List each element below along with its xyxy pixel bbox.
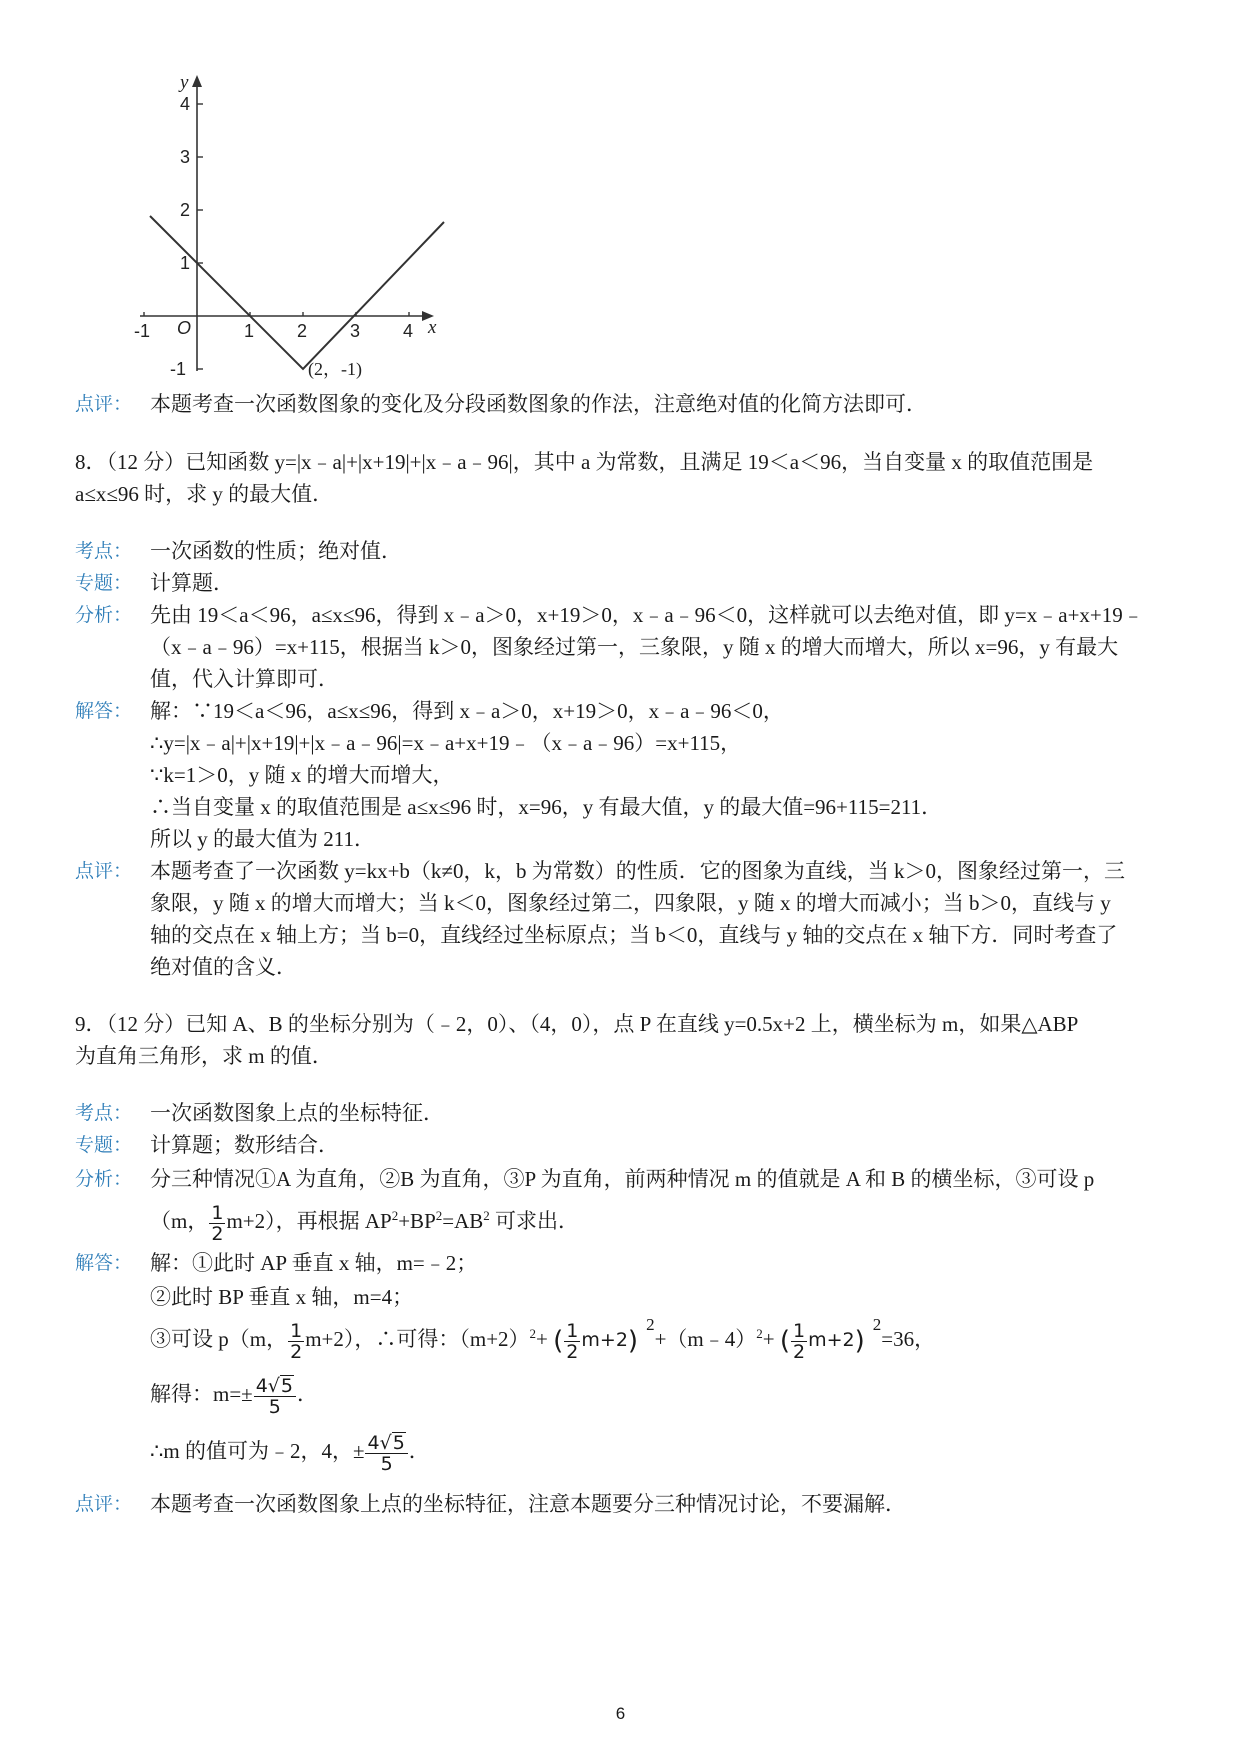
q9-fenxi-line1: 分三种情况①A 为直角，②B 为直角，③P 为直角，前两种情况 m 的值就是 A 和 B 的横坐标，③可设 p: [150, 1167, 1095, 1191]
y-tick-label: 4: [180, 94, 191, 114]
x-tick-label: 3: [350, 321, 361, 341]
y-tick-label: 2: [180, 200, 191, 220]
sqrt-icon: √: [267, 1375, 280, 1397]
q8-dianping-line: 象限，y 随 x 的增大而增大；当 k＜0，图象经过第二，四象限，y 随 x 的增大而减小；当 b＞0，直线与 y: [150, 891, 1111, 915]
q9-kaodian-text: 一次函数图象上点的坐标特征．: [150, 1101, 444, 1125]
fraction-denominator: 2: [211, 1222, 224, 1245]
fraction-denominator: 2: [290, 1340, 303, 1363]
y-tick-label: 1: [180, 253, 191, 273]
fraction-numerator: [365, 1432, 407, 1454]
q8-jieda-line: ∴当自变量 x 的取值范围是 a≤x≤96 时，x=96，y 有最大值，y 的最大值=96+115=211．: [150, 795, 943, 819]
label-jieda: 解答：: [75, 700, 133, 722]
label-dianping: 点评：: [75, 1493, 133, 1515]
q9-line2: 为直角三角形，求 m 的值．: [75, 1044, 333, 1068]
q9-dianping-text: 本题考查一次函数图象上点的坐标特征，注意本题要分三种情况讨论，不要漏解．: [150, 1492, 906, 1516]
y-axis-arrow: [192, 75, 202, 87]
root-coefficient: 4: [255, 1375, 268, 1397]
left-paren: (: [553, 1326, 564, 1357]
page-number: 6: [615, 1704, 626, 1723]
q9-fenxi-text: （m，: [150, 1209, 209, 1233]
square-exponent: 2: [872, 1315, 882, 1334]
fraction-numerator: 1: [793, 1319, 806, 1342]
sqrt-icon: √: [379, 1432, 392, 1454]
root-coefficient: 4: [367, 1432, 380, 1454]
q8-dianping-line: 轴的交点在 x 轴上方；当 b=0，直线经过坐标原点；当 b＜0，直线与 y 轴的交点在 x 轴下方．同时考查了: [150, 923, 1118, 947]
radicand: 5: [392, 1432, 405, 1454]
q9-jieda-line: ②此时 BP 垂直 x 轴，m=4；: [150, 1285, 414, 1309]
q8-jieda-line: ∵k=1＞0，y 随 x 的增大而增大，: [150, 763, 454, 787]
fraction-denominator: 2: [566, 1340, 579, 1363]
origin-label: O: [177, 318, 192, 338]
label-zhuanti: 专题：: [75, 572, 133, 594]
x-tick-label: 2: [297, 321, 308, 341]
superscript: 2: [391, 1208, 399, 1223]
label-dianping: 点评：: [75, 393, 133, 415]
label-zhuanti: 专题：: [75, 1134, 133, 1156]
superscript: 2: [435, 1208, 443, 1223]
q9-jieda-line3: [150, 1315, 936, 1363]
y-axis-label: y: [180, 72, 189, 93]
right-paren: ): [627, 1326, 639, 1357]
x-tick-label: -1: [134, 321, 151, 341]
q8-line2: a≤x≤96 时，求 y 的最大值．: [75, 482, 334, 506]
fraction-root: [365, 1432, 407, 1474]
q9-jieda-line4: [150, 1375, 318, 1417]
q9-jieda-text: m+2），∴可得：（m+2）: [305, 1327, 530, 1351]
q8-fenxi-line: 值，代入计算即可．: [150, 667, 339, 691]
q9-jieda-text: =36，: [881, 1327, 936, 1351]
q9-fenxi-text: 可求出．: [489, 1209, 580, 1233]
superscript: 2: [529, 1326, 537, 1341]
label-dianping: 点评：: [75, 860, 133, 882]
q8-line1: 8．（12 分）已知函数 y=|x﹣a|+|x+19|+|x﹣a﹣96|，其中 a 为常数，且满足 19＜a＜96，当自变量 x 的取值范围是: [75, 450, 1094, 474]
q8-dianping-line: 绝对值的含义．: [150, 955, 297, 979]
fraction-numerator: 1: [566, 1319, 579, 1342]
square-exponent: 2: [646, 1315, 655, 1334]
fraction-numerator: [254, 1375, 296, 1397]
superscript: 2: [756, 1326, 763, 1341]
q9-zhuanti-text: 计算题；数形结合．: [150, 1133, 339, 1157]
q9-jieda-text: ∴m 的值可为﹣2，4，±: [150, 1438, 365, 1463]
fraction-one-half: [791, 1321, 807, 1362]
label-jieda: 解答：: [75, 1252, 133, 1274]
fraction-numerator: 1: [290, 1319, 303, 1342]
q9-line1: 9．（12 分）已知 A、B 的坐标分别为（﹣2，0）、（4，0），点 P 在直线 y=0.5x+2 上，横坐标为 m，如果△ABP: [75, 1012, 1079, 1036]
q9-fenxi-text: +BP: [398, 1209, 436, 1233]
fraction-denominator: 5: [380, 1453, 393, 1475]
q8-fenxi-line: （x﹣a﹣96）=x+115，根据当 k＞0，图象经过第一，三象限，y 随 x 的增大而增大，所以 x=96，y 有最大: [150, 635, 1119, 659]
radicand: 5: [280, 1375, 293, 1397]
x-tick-label: 4: [403, 321, 414, 341]
x-tick-labels: [134, 321, 413, 341]
fraction-one-half: [209, 1203, 225, 1244]
superscript: 2: [483, 1208, 490, 1223]
q9-fenxi-text: m+2），再根据 AP: [226, 1209, 392, 1233]
q8-jieda-line: ∴y=|x﹣a|+|x+19|+|x﹣a﹣96|=x﹣a+x+19﹣（x﹣a﹣96）=x+115，: [150, 731, 742, 755]
q9-jieda-line: 解：①此时 AP 垂直 x 轴，m=﹣2；: [150, 1251, 478, 1275]
paren-inner: m+2: [581, 1329, 628, 1351]
q8-fenxi-line: 先由 19＜a＜96，a≤x≤96，得到 x﹣a＞0，x+19＞0，x﹣a﹣96＜0，这样就可以去绝对值，即 y=x﹣a+x+19﹣: [150, 603, 1144, 627]
y-tick-label: 3: [180, 147, 191, 167]
q9-jieda-text: +（m﹣4）: [654, 1327, 757, 1351]
q9-jieda-text: ．: [297, 1381, 318, 1406]
paren-inner: m+2: [808, 1329, 855, 1351]
q8-jieda-line: 所以 y 的最大值为 211．: [150, 827, 375, 851]
q9-jieda-text: +: [536, 1327, 548, 1351]
label-kaodian: 考点：: [75, 540, 133, 562]
q8-kaodian-text: 一次函数的性质；绝对值．: [150, 539, 402, 563]
fraction-denominator: 5: [268, 1396, 281, 1418]
q9-jieda-text: ．: [408, 1438, 430, 1463]
fraction-numerator: 1: [211, 1201, 224, 1224]
q8-jieda-line: 解：∵19＜a＜96，a≤x≤96，得到 x﹣a＞0，x+19＞0，x﹣a﹣96＜0，: [150, 699, 784, 723]
q8-zhuanti-text: 计算题．: [150, 571, 234, 595]
q8-dianping-line: 本题考查了一次函数 y=kx+b（k≠0，k，b 为常数）的性质．它的图象为直线，当 k＞0，图象经过第一，三: [150, 859, 1125, 883]
x-axis-label: x: [428, 317, 437, 338]
q9-jieda-text: ③可设 p（m，: [150, 1327, 288, 1351]
label-fenxi: 分析：: [75, 604, 133, 626]
fraction-root: [254, 1375, 296, 1417]
x-tick-label: 1: [244, 321, 255, 341]
function-graph: [134, 72, 520, 435]
y-tick-label: -1: [170, 359, 187, 379]
left-paren: (: [779, 1326, 791, 1357]
q9-jieda-text: 解得：m=±: [150, 1381, 253, 1406]
label-kaodian: 考点：: [75, 1102, 133, 1124]
fraction-one-half: [288, 1321, 304, 1362]
vertex-point-label: (2，-1): [308, 359, 362, 379]
right-paren: ): [854, 1326, 865, 1357]
p7-comment-text: 本题考查一次函数图象的变化及分段函数图象的作法，注意绝对值的化简方法即可．: [150, 392, 927, 416]
q9-fenxi-line2: [150, 1200, 579, 1244]
q9-fenxi-text: =AB: [442, 1209, 484, 1233]
function-line: [150, 216, 444, 369]
fraction-denominator: 2: [793, 1340, 806, 1363]
q9-jieda-line5: [150, 1432, 430, 1474]
fraction-one-half: [564, 1321, 580, 1362]
label-fenxi: 分析：: [75, 1168, 133, 1190]
q9-jieda-text: +: [762, 1327, 775, 1351]
